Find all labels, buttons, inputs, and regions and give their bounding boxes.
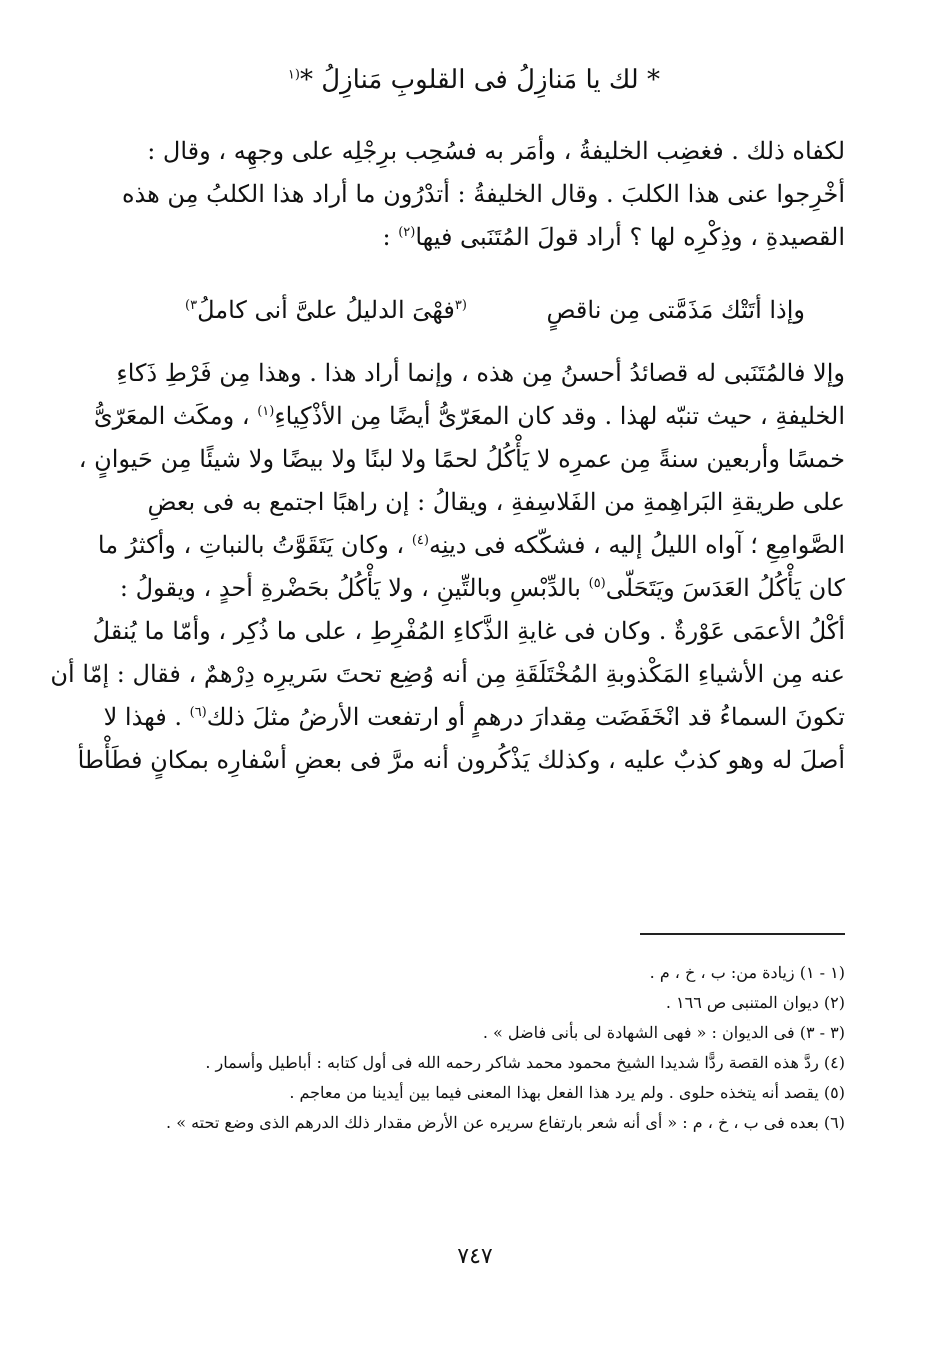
footnote-mark-close: ٣) bbox=[185, 298, 198, 313]
paragraph-1 bbox=[112, 130, 845, 259]
paragraph-2 bbox=[50, 352, 845, 782]
footnote-mark: (٢) bbox=[398, 225, 416, 240]
text-line: أخْرِجوا عنى هذا الكلبَ . وقال الخليفةُ : أتدْرُون ما أراد هذا الكلبُ مِن هذه bbox=[121, 180, 845, 208]
text-line-content: الخليفةِ ، حيث تنبّه لهذا . وقد كان المعَرّىُّ أيضًا مِن الأذْكِياءِ bbox=[274, 402, 845, 430]
footnote: (٦) بعده فى ب ، خ ، م : « أى أنه شعر بارتفاع سريره عن الأرض مقدار ذلك الدرهم الذى وضع تحته » . bbox=[166, 1113, 845, 1132]
text-line: أصلَ له وهو كذبٌ عليه ، وكذلك يَذْكُرون أنه مرَّ فى بعضِ أسْفارِه بمكانٍ فطَأْطأ bbox=[77, 746, 845, 774]
first-hemistich: وإذا أتَتْك مَذَمَّتى مِن ناقصٍ bbox=[546, 296, 805, 324]
text-line-content: كان يَأْكُلُ العَدَسَ ويَتَحَلّى bbox=[605, 574, 845, 602]
footnote: (١ - ١) زيادة من: ب ، خ ، م . bbox=[649, 963, 845, 982]
text-line: لكفاه ذلك . فغضِب الخليفةُ ، وأمَر به فسُحِب برِجْلِه على وجهِه ، وقال : bbox=[147, 137, 845, 165]
text-line: على طريقةِ البَراهِمةِ من الفَلاسِفةِ ، ويقالُ : إن راهبًا اجتمع به فى بعضِ bbox=[147, 488, 845, 516]
text-line-tail: . فهذا لا bbox=[103, 703, 190, 731]
footnote: (٤) ردَّ هذه القصة ردًّا شديدا الشيخ محمود محمد شاكر رحمه الله فى أول كتابه : أباطيل وأسمار . bbox=[205, 1053, 845, 1072]
text-line bbox=[112, 567, 845, 610]
footnote-mark: (١) bbox=[257, 404, 275, 419]
text-line-tail: ، وكان يَتَقَوَّتُ بالنباتِ ، وأكثرُ ما bbox=[97, 531, 412, 559]
footnote-mark: (٦) bbox=[189, 705, 207, 720]
text-line-content: تكونَ السماءُ قد انْخَفَضَت مِقدارَ درهمٍ أو ارتفعت الأرضُ مثلَ ذلك bbox=[206, 703, 845, 731]
text-line: أكْلُ الأعمَى عَوْرةٌ . وكان فى غايةِ الذَّكاءِ المُفْرِطِ ، على ما ذُكِر ، وأمّا ما يُنقلُ bbox=[92, 617, 845, 645]
footnote-separator bbox=[640, 933, 845, 935]
second-hemistich bbox=[185, 296, 467, 324]
text-line bbox=[103, 696, 845, 739]
footnote-mark: (٥) bbox=[588, 576, 606, 591]
text-line bbox=[112, 216, 845, 259]
text-line-tail: بالدِّبْسِ وبالتِّينِ ، ولا يَأْكُلُ بحَضْرةِ أحدٍ ، ويقولُ : bbox=[119, 574, 589, 602]
text-line: وإلا فالمُتَنَبى له قصائدُ أحسنُ مِن هذه ، وإنما أراد هذا . وهذا مِن فَرْطِ ذَكاءِ bbox=[116, 359, 845, 387]
text-line-content: القصيدةِ ، وذِكْرِه لها ؟ أراد قولَ المُتَنَبى فيها bbox=[415, 223, 845, 251]
text-line bbox=[97, 524, 845, 567]
text-line bbox=[93, 395, 845, 438]
heading-verse bbox=[287, 64, 660, 98]
footnote-mark-open: (٣ bbox=[454, 298, 467, 313]
second-hemistich-text: فهْىَ الدليلُ علىَّ أنى كاملُ bbox=[197, 296, 455, 324]
footnote: (٥) يقصد أنه يتخذه حلوى . ولم يرد هذا الفعل بهذا المعنى فيما بين أيدينا من معاجم . bbox=[289, 1083, 845, 1102]
text-line-tail: ، ومكَث المعَرّىُّ bbox=[93, 402, 258, 430]
heading-verse-text: * لك يا مَنازِلُ فى القلوبِ مَنازِلُ * bbox=[299, 65, 660, 95]
text-line-content: الصَّوامِعِ ؛ آواه الليلُ إليه ، فشكّكه فى دينِه bbox=[428, 531, 845, 559]
text-line-tail: : bbox=[382, 223, 399, 251]
footnote: (٣ - ٣) فى الديوان : « فهى الشهادة لى بأنى فاضل » . bbox=[482, 1023, 845, 1042]
text-line: عنه مِن الأشياءِ المَكْذوبةِ المُخْتَلَقَةِ مِن أنه وُضِع تحتَ سَريرِه دِرْهمٌ ، فقال : إمّا أن bbox=[50, 660, 845, 688]
footnote-mark: (٤) bbox=[411, 533, 429, 548]
footnotes bbox=[140, 958, 845, 1138]
text-line: خمسًا وأربعين سنةً مِن عمرِه لا يَأْكُلُ لحمًا ولا لبنًا ولا بيضًا ولا شيئًا مِن حَيوانٍ ، bbox=[78, 445, 845, 473]
footnote: (٢) ديوان المتنبى ص ١٦٦ . bbox=[665, 993, 845, 1012]
poetry-couplet bbox=[185, 296, 805, 340]
heading-note-mark: (١ bbox=[287, 67, 300, 83]
page-number: ٧٤٧ bbox=[457, 1244, 493, 1269]
